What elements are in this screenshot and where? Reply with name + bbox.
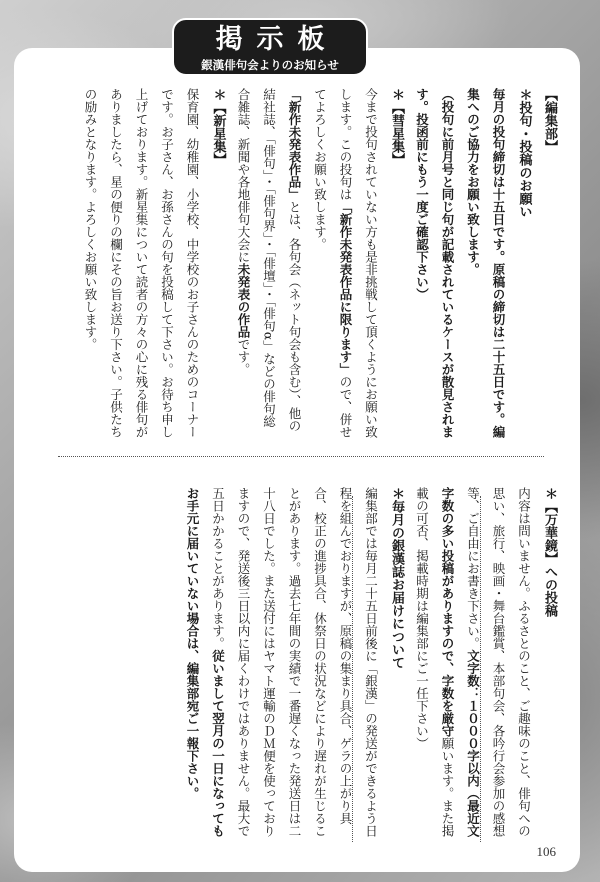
- banka-body: 内容は問いません。ふるさとのこと、ご趣味のこと、俳句への思い、旅行、映画・舞台鑑賞、本部句会、各吟行会参加の感想等、ご自由にお書き下さい。文字数：１０００字以内（最近文字数の多い投稿がありますので、字数を厳守願います。また掲載の可否、掲載時期は編集部にご一任下さい）: [414, 487, 532, 837]
- delivery-heading: ＊毎月の銀漢誌お届けについて: [389, 487, 404, 669]
- bulletin-board-header: [172, 18, 368, 76]
- shinsaku-emphasis: 未発表の作品: [236, 263, 251, 338]
- suisei-emphasis: 「新作未発表作品に限ります」: [338, 200, 353, 376]
- shinsei-heading: ＊【新星集】: [210, 88, 226, 166]
- submission-request-title: ＊投句・投稿のお願い: [516, 88, 532, 218]
- banka-heading: ＊【万華鏡】への投稿: [542, 487, 557, 617]
- banka-emphasis: 文字数：１０００字以内（最近文字数の多い投稿がありますので、字数を厳守: [440, 487, 481, 837]
- shinsaku-label: 「新作未発表作品」: [287, 88, 302, 201]
- submission-request-body: 毎月の投句締切は十五日です。原稿の締切は二十五日です。編集へのご協力をお願い致します。: [465, 88, 506, 438]
- editorial-heading: 【編集部】: [542, 88, 557, 153]
- suisei-heading: ＊【彗星集】: [389, 88, 404, 166]
- page-number: 106: [536, 844, 556, 859]
- section-divider: [58, 456, 544, 457]
- shinsaku-definition: 「新作未発表作品」とは、各句会（ネット句会も含む）、他の結社誌、「俳句」・「俳句界」・「俳壇」・「俳句α」などの俳句総合雑誌、新聞や各地俳句大会に未発表の作品です。: [236, 88, 302, 432]
- page-subtitle: 銀漢俳句会よりのお知らせ: [201, 58, 339, 72]
- suisei-body: 今まで投句されていない方も是非挑戦して頂くようにお願い致します。この投句は「新作未発表作品に限ります」ので、併せてよろしくお願い致します。: [312, 88, 379, 438]
- page-title: 掲示板: [215, 24, 339, 55]
- upper-section: [78, 88, 563, 440]
- submission-request-note: （投句に前月号と同じ句が記載されているケースが散見されます。投函前にもう一度ご確認下さい）: [414, 88, 455, 438]
- delivery-body: 編集部では毎月二十五日前後に「銀漢」の発送ができるよう日程を組んでおりますが、原稿の集まり具合、ゲラの上がり具合、校正の進捗具合、休祭日の状況などにより遅れが生じることがあります。過去七年間の実績で一番遅くなった発送日は二十八日でした。また送付にはヤマト運輸のＤＭ便を使っておりますので、発送後三日以内に届くわけではありません。最大で五日かかることがあります。従いまして翌月の一日になってもお手元に届いていない場合は、編集部宛ご一報下さい。: [185, 487, 379, 837]
- delivery-emphasis: 従いまして翌月の一日になってもお手元に届いていない場合は、編集部宛ご一報下さい。: [185, 487, 226, 837]
- lower-section: [180, 487, 563, 849]
- shinsei-body-upper: 保育園、幼稚園、小学校、中学校のお子さんのためのコーナーです。お子さん、お孫さんの句を投稿して下さい。お待ち申し上げております。新星集について読者の方々の心に残る俳句がありましたら、星の便りの欄にその旨お送り下さい。子供たちの励みとなります。よろしくお願い致します。: [83, 88, 200, 438]
